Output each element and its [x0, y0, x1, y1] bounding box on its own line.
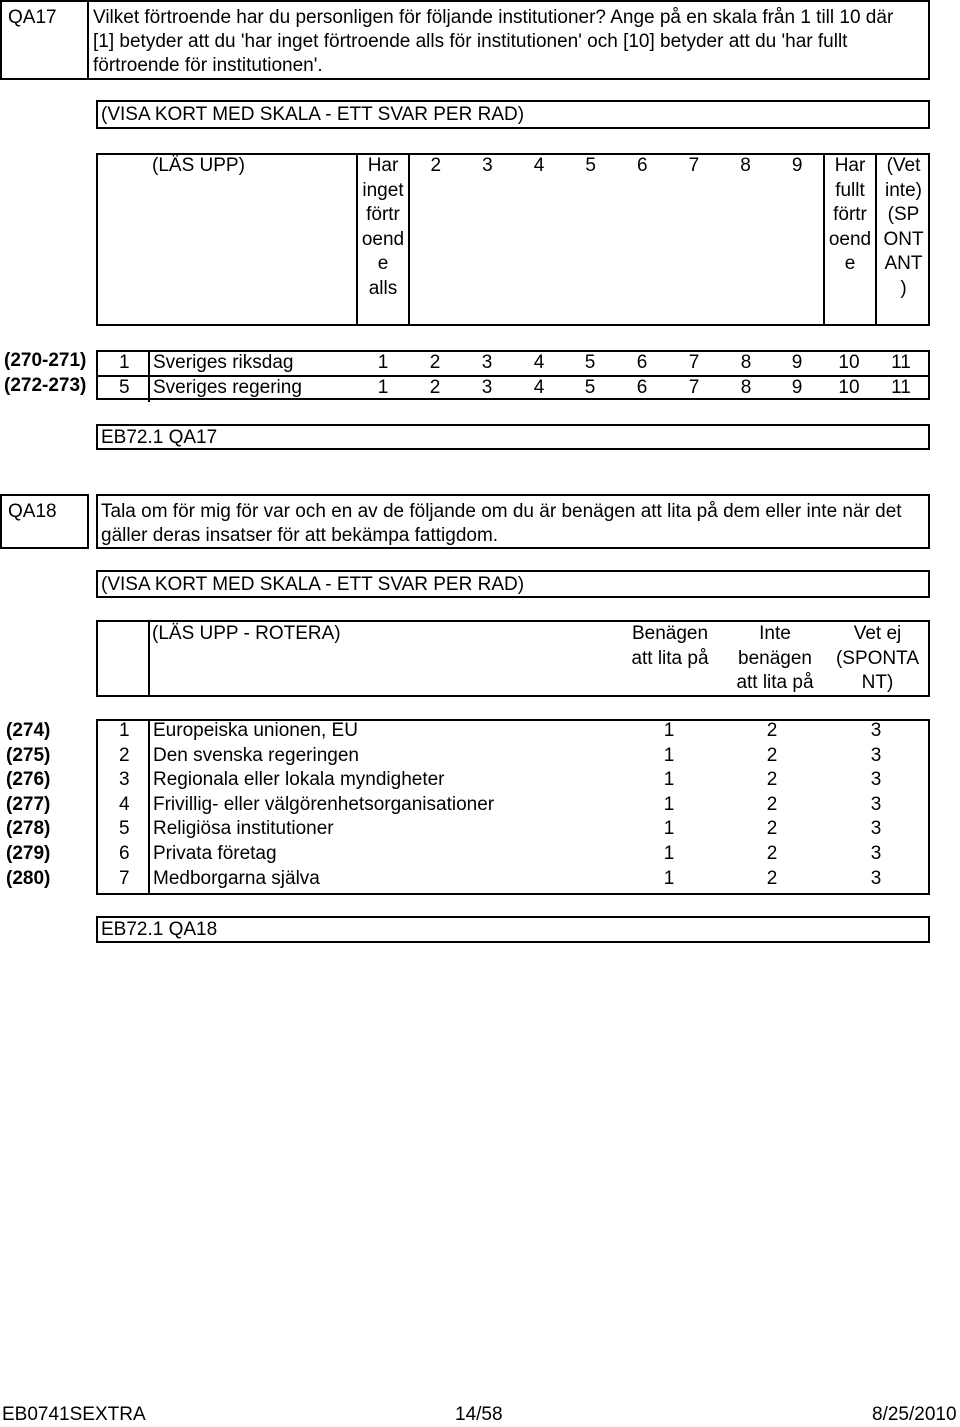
variable-ref: (276): [6, 769, 51, 791]
answer-code: 3: [870, 867, 882, 889]
answer-code: 3: [870, 769, 882, 791]
answer-code: 1: [663, 793, 675, 815]
scale-point: 6: [637, 155, 648, 176]
answer-code: 1: [377, 352, 389, 373]
scale-high-line: oend: [828, 228, 872, 250]
scale-point: 7: [688, 155, 700, 176]
dont-know-line: NT): [861, 672, 894, 693]
source-label: EB72.1 QA18: [101, 919, 218, 940]
item-label: Religiösa institutioner: [153, 818, 334, 840]
answer-code: 9: [791, 377, 803, 398]
item-label: Sveriges riksdag: [153, 352, 294, 373]
not-likely-trust-line: att lita på: [736, 672, 814, 693]
answer-code: 3: [870, 793, 882, 815]
question-text: Vilket förtroende har du personligen för följande institutioner? Ange på en skala från 1 till 10 där [1] betyder att du 'har inget förtroende alls för institutionen' och [10] betyder att du 'har fullt förtroende för institutionen'.: [93, 7, 894, 76]
qa17-code-box: [0, 0, 89, 80]
item-number: 3: [119, 769, 130, 791]
variable-ref: (277): [6, 793, 51, 815]
qa18-header-divider: [148, 620, 150, 697]
scale-low-line: inget: [362, 179, 404, 201]
scale-high-line: Har: [834, 155, 866, 176]
likely-trust-label: [615, 622, 725, 671]
dont-know-line: (Vet: [886, 155, 921, 176]
scale-point: 3: [482, 155, 493, 176]
qa17-question-box: [87, 0, 930, 80]
dont-know-label: [820, 622, 935, 696]
dont-know-label: [877, 154, 930, 301]
answer-code: 10: [838, 377, 860, 398]
answer-code: 1: [663, 744, 675, 766]
answer-code: 6: [636, 352, 648, 373]
answer-code: 3: [870, 818, 882, 840]
dont-know-line: ): [900, 277, 907, 299]
scale-high-label: [825, 154, 875, 277]
answer-code: 3: [481, 352, 493, 373]
document-date: 8/25/2010: [872, 1404, 957, 1425]
item-number: 6: [119, 843, 130, 864]
answer-code: 8: [740, 377, 752, 398]
scale-point: 4: [533, 155, 545, 176]
answer-code: 2: [766, 867, 778, 889]
item-number: 5: [119, 818, 130, 840]
dont-know-line: (SP: [887, 204, 920, 225]
answer-code: 3: [870, 843, 882, 864]
dont-know-line: ANT: [884, 253, 923, 274]
scale-low-label: [358, 154, 408, 301]
dont-know-line: inte): [885, 179, 922, 201]
likely-trust-line: Benägen: [631, 623, 709, 644]
item-number: 2: [119, 744, 130, 766]
scale-point: 5: [585, 155, 596, 176]
read-label: (LÄS UPP - ROTERA): [152, 623, 341, 644]
answer-code: 2: [766, 769, 778, 791]
answer-code: 2: [429, 377, 441, 398]
answer-code: 6: [636, 377, 648, 398]
instruction-text: (VISA KORT MED SKALA - ETT SVAR PER RAD): [101, 104, 525, 125]
item-label: Sveriges regering: [153, 377, 302, 398]
answer-code: 4: [533, 377, 545, 398]
item-number: 1: [119, 720, 130, 741]
answer-code: 1: [663, 843, 675, 864]
item-number: 5: [119, 377, 130, 398]
answer-code: 7: [688, 377, 700, 398]
source-label: EB72.1 QA17: [101, 427, 218, 448]
variable-ref: (278): [6, 818, 51, 840]
variable-ref: (274): [6, 720, 51, 741]
answer-code: 1: [663, 818, 675, 840]
qa17-source-box: [96, 424, 930, 450]
answer-code: 3: [870, 744, 882, 766]
variable-ref: (270-271): [4, 350, 87, 371]
answer-code: 10: [838, 352, 860, 373]
variable-ref: (280): [6, 867, 51, 889]
scale-mid-points: [410, 154, 823, 180]
scale-point: 8: [740, 155, 751, 176]
answer-code: 2: [766, 744, 778, 766]
not-likely-trust-line: benägen: [738, 647, 812, 669]
variable-ref: (272-273): [4, 375, 87, 396]
item-label: Europeiska unionen, EU: [153, 720, 358, 741]
likely-trust-line: att lita på: [631, 647, 709, 669]
item-label: Frivillig- eller välgörenhetsorganisationer: [153, 793, 495, 815]
variable-ref: (279): [6, 843, 51, 864]
document-id: EB0741SEXTRA: [2, 1404, 146, 1425]
question-text: Tala om för mig för var och en av de följande om du är benägen att lita på dem eller inte när det gäller deras insatser för att bekämpa fattigdom.: [101, 501, 902, 546]
qa18-question-box: [96, 494, 930, 549]
item-label: Regionala eller lokala myndigheter: [153, 769, 445, 791]
answer-code: 1: [663, 867, 675, 889]
scale-high-line: fullt: [835, 179, 865, 201]
item-label: Den svenska regeringen: [153, 744, 359, 766]
question-code: QA18: [8, 501, 57, 522]
qa17-instruction-box: [96, 100, 930, 129]
dont-know-line: Vet ej: [853, 623, 902, 644]
answer-code: 1: [377, 377, 389, 398]
row-divider: [148, 350, 150, 377]
scale-low-line: Har: [367, 155, 399, 176]
variable-ref: (275): [6, 744, 51, 766]
qa18-instruction-box: [96, 570, 930, 598]
answer-code: 7: [688, 352, 700, 373]
answer-code: 2: [766, 843, 778, 864]
answer-code: 2: [766, 793, 778, 815]
not-likely-trust-label: [720, 622, 830, 696]
answer-code: 9: [791, 352, 803, 373]
item-label: Medborgarna själva: [153, 867, 320, 889]
row-divider: [148, 719, 150, 895]
scale-high-line: e: [844, 253, 856, 274]
answer-code: 2: [766, 818, 778, 840]
item-number: 1: [119, 352, 130, 373]
page-number: 14/58: [455, 1404, 503, 1425]
scale-point: 2: [430, 155, 442, 176]
dont-know-line: (SPONTA: [835, 647, 920, 669]
item-number: 7: [119, 867, 130, 889]
scale-low-line: oend: [361, 228, 405, 250]
scale-point: 9: [791, 155, 803, 176]
qa18-source-box: [96, 916, 930, 943]
row-divider: [148, 375, 150, 402]
scale-high-line: förtr: [833, 204, 867, 225]
answer-code: 5: [584, 377, 596, 398]
answer-code: 3: [481, 377, 493, 398]
qa18-code-box: [0, 494, 89, 549]
answer-code: 2: [429, 352, 441, 373]
scale-low-line: alls: [368, 277, 398, 299]
answer-code: 8: [740, 352, 752, 373]
answer-code: 1: [663, 769, 675, 791]
item-number: 4: [119, 793, 130, 815]
answer-code: 1: [663, 720, 675, 741]
answer-code: 11: [891, 352, 911, 373]
answer-code: 2: [766, 720, 778, 741]
instruction-text: (VISA KORT MED SKALA - ETT SVAR PER RAD): [101, 574, 525, 595]
read-label: (LÄS UPP): [152, 155, 245, 176]
scale-low-line: förtr: [366, 204, 400, 225]
not-likely-trust-line: Inte: [759, 623, 791, 644]
dont-know-line: ONT: [883, 228, 924, 250]
question-code: QA17: [8, 7, 57, 28]
answer-code: 4: [533, 352, 545, 373]
item-label: Privata företag: [153, 843, 277, 864]
answer-code: 11: [891, 377, 911, 398]
answer-code: 5: [584, 352, 596, 373]
answer-code: 3: [870, 720, 882, 741]
scale-low-line: e: [377, 253, 389, 274]
